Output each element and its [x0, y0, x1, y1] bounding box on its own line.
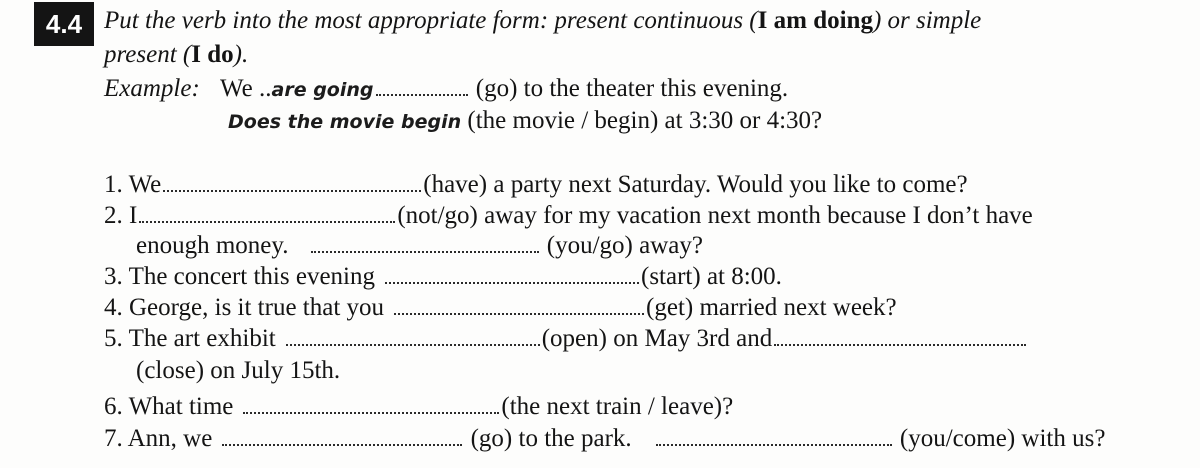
item-number: 2.	[104, 202, 123, 229]
item-text: George, is it true that you	[129, 294, 385, 321]
answer-blank[interactable]	[139, 203, 395, 223]
item-number: 7.	[104, 425, 123, 452]
item-text: (go) to the park.	[470, 425, 632, 452]
item-text: (the next train / leave)?	[501, 393, 734, 420]
item-5-continued	[136, 356, 340, 386]
example-text: (the movie / begin) at 3:30 or 4:30?	[467, 107, 823, 134]
instruction-line-2	[104, 40, 248, 70]
item-text: (start) at 8:00.	[641, 263, 782, 290]
example-handwritten-answer: Does the movie begin	[228, 111, 462, 133]
item-2-continued	[136, 231, 703, 261]
answer-blank[interactable]	[394, 295, 644, 315]
answer-blank[interactable]	[243, 394, 499, 414]
item-text: Ann, we	[127, 425, 213, 452]
answer-blank[interactable]	[311, 233, 539, 253]
item-3	[104, 262, 782, 292]
item-text: We	[128, 171, 162, 198]
item-text: (open) on May 3rd and	[541, 325, 773, 352]
item-number: 5.	[104, 325, 123, 352]
instruction-text: ).	[233, 41, 249, 68]
item-text: (get) married next week?	[646, 294, 897, 321]
answer-blank[interactable]	[656, 426, 892, 446]
item-4	[104, 293, 897, 323]
answer-blank[interactable]	[385, 264, 639, 284]
answer-blank[interactable]	[222, 426, 462, 446]
item-number: 6.	[104, 393, 123, 420]
item-text: What time	[128, 393, 234, 420]
item-7	[104, 424, 1105, 454]
item-text: The art exhibit	[128, 325, 276, 352]
example-text: We ..	[220, 75, 272, 102]
item-5	[104, 324, 1028, 354]
instruction-bold-text: I do	[191, 41, 234, 68]
item-2	[104, 201, 1033, 231]
item-text: (you/come) with us?	[899, 425, 1106, 452]
instruction-text: present (	[104, 41, 192, 68]
example-line-2	[228, 106, 822, 137]
item-number: 4.	[104, 294, 123, 321]
answer-blank	[376, 76, 468, 96]
item-1	[104, 170, 968, 200]
instruction-bold-text: I am doing	[757, 7, 873, 34]
answer-blank[interactable]	[163, 172, 421, 192]
example-label: Example:	[104, 75, 200, 102]
item-6	[104, 392, 733, 422]
item-text: (have) a party next Saturday. Would you like to come?	[423, 171, 968, 198]
answer-blank[interactable]	[286, 326, 540, 346]
exercise-number-badge: 4.4	[34, 2, 94, 46]
item-text: (close) on July 15th.	[136, 357, 341, 384]
item-text: I	[129, 202, 138, 229]
instruction-text: ) or simple	[872, 7, 982, 34]
answer-blank[interactable]	[774, 326, 1026, 346]
instruction-line-1	[104, 6, 981, 36]
example-handwritten-answer: are going	[271, 79, 374, 101]
example-line-1	[104, 74, 788, 105]
item-text: (not/go) away for my vacation next month because I don’t have	[397, 202, 1033, 229]
example-text: (go) to the theater this evening.	[475, 75, 789, 102]
item-number: 3.	[104, 263, 123, 290]
item-number: 1.	[104, 171, 123, 198]
item-text: The concert this evening	[128, 263, 375, 290]
item-text: enough money.	[136, 232, 289, 259]
instruction-text: Put the verb into the most appropriate form: present continuous (	[104, 7, 758, 34]
item-text: (you/go) away?	[546, 232, 703, 259]
